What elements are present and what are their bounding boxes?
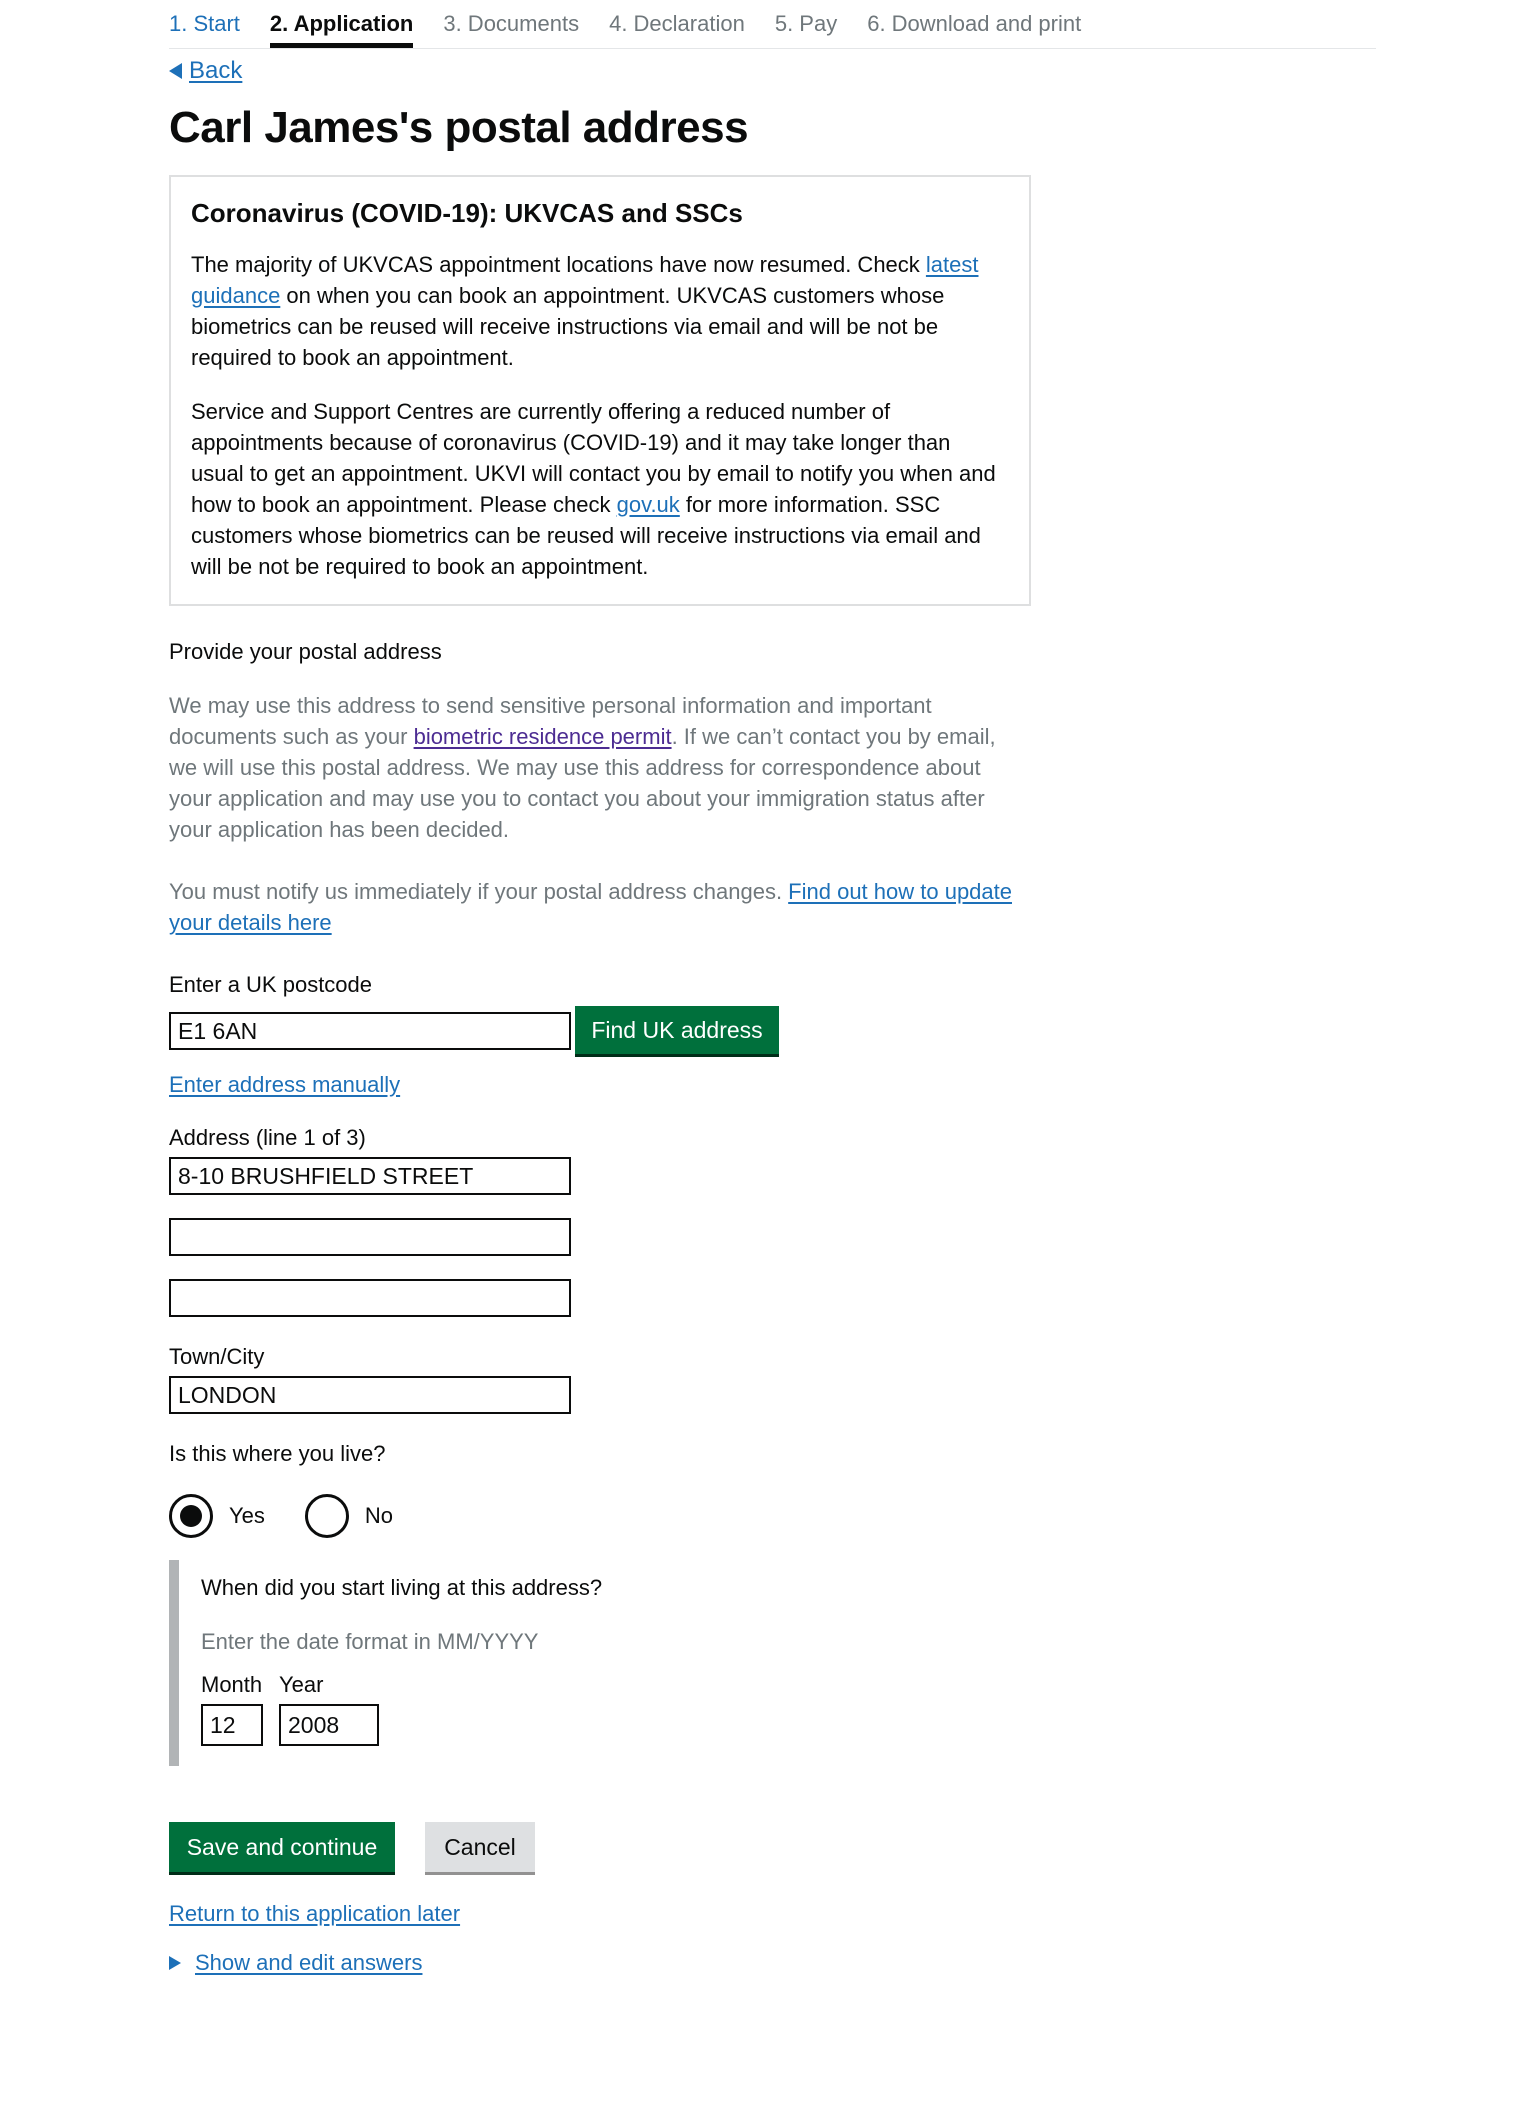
notice-paragraph-2 (191, 396, 1009, 582)
radio-yes[interactable] (169, 1494, 265, 1538)
notice-paragraph-1 (191, 249, 1009, 373)
form-actions (169, 1822, 1376, 1872)
month-label: Month (201, 1672, 263, 1697)
step-application: 2. Application (270, 9, 413, 48)
page-title: Carl James's postal address (169, 103, 749, 152)
expand-triangle-icon (169, 1956, 181, 1970)
step-pay: 5. Pay (774, 11, 838, 36)
biometric-residence-permit-link[interactable]: biometric residence permit (413, 724, 672, 749)
notice-p1-text-end: on when you can book an appointment. UKVCAS customers whose biometrics can be reused will receive instructions via email and will be not be required to book an appointment. (191, 283, 945, 370)
manual-link-row (169, 1072, 1376, 1098)
notify-text-body: You must notify us immediately if your postal address changes. (169, 879, 789, 904)
notice-p2-text-end: for more information. SSC customers whose biometrics can be reused will receive instructions via email and will be not be required to book an appointment. (191, 492, 981, 579)
show-answers-row[interactable] (169, 1950, 1376, 1976)
step-nav (169, 0, 1376, 49)
page-wrapper (169, 0, 1376, 1976)
step-start[interactable]: 1. Start (169, 11, 240, 36)
live-here-question: Is this where you live? (169, 1441, 386, 1466)
year-label: Year (279, 1672, 324, 1697)
step-documents: 3. Documents (443, 11, 580, 36)
town-city-label: Town/City (169, 1344, 265, 1369)
postal-address-heading: Provide your postal address (169, 639, 442, 664)
town-city-input[interactable]: LONDON (169, 1376, 571, 1414)
back-arrow-icon (169, 63, 182, 79)
return-later-row (169, 1901, 1376, 1927)
return-later-link[interactable]: Return to this application later (169, 1901, 461, 1926)
notify-text (169, 876, 1014, 938)
start-date-hint: Enter the date format in MM/YYYY (201, 1629, 539, 1654)
month-group (201, 1669, 263, 1746)
postal-hint-text: We may use this address to send sensitive personal information and important documents such as your (169, 693, 932, 749)
notice-title: Coronavirus (COVID-19): UKVCAS and SSCs (191, 198, 743, 228)
radio-no-circle[interactable] (305, 1494, 349, 1538)
find-uk-address-button[interactable]: Find UK address (575, 1006, 779, 1054)
step-declaration: 4. Declaration (609, 11, 745, 36)
address-line-label: Address (line 1 of 3) (169, 1125, 366, 1150)
date-inputs (201, 1669, 1376, 1746)
back-link-label: Back (189, 57, 243, 84)
start-date-question: When did you start living at this address? (201, 1575, 603, 1600)
radio-no[interactable] (305, 1494, 393, 1538)
address-line-2-input[interactable] (169, 1218, 571, 1256)
postcode-label: Enter a UK postcode (169, 972, 373, 997)
cancel-button[interactable]: Cancel (425, 1822, 535, 1872)
save-and-continue-button[interactable]: Save and continue (169, 1822, 395, 1872)
radio-selected-dot (180, 1505, 202, 1527)
back-link[interactable] (169, 57, 242, 85)
radio-yes-circle[interactable] (169, 1494, 213, 1538)
enter-address-manually-link[interactable]: Enter address manually (169, 1072, 401, 1097)
notice-p2-text: Service and Support Centres are currently offering a reduced number of appointments because of coronavirus (COVID-19) and it may take longer than usual to get an appointment. UKVI will contact you by email to notify you when and how to book an appointment. Please check (191, 399, 996, 517)
postal-hint-text-end: . If we can’t contact you by email, we will use this postal address. We may use this address for correspondence about your application and may use you to contact you about your immigration status after your application has been decided. (169, 724, 996, 842)
postal-address-hint (169, 690, 1014, 845)
month-input[interactable]: 12 (201, 1704, 263, 1746)
step-download-print: 6. Download and print (867, 11, 1082, 36)
radio-no-label: No (364, 1503, 394, 1528)
live-here-radios (169, 1494, 1376, 1538)
address-line-1-input[interactable]: 8-10 BRUSHFIELD STREET (169, 1157, 571, 1195)
postcode-input[interactable]: E1 6AN (169, 1012, 571, 1050)
radio-yes-label: Yes (229, 1503, 265, 1528)
year-input[interactable]: 2008 (279, 1704, 379, 1746)
postcode-row (169, 1008, 1376, 1054)
covid-notice (169, 175, 1031, 606)
gov-uk-link[interactable]: gov.uk (616, 492, 680, 517)
latest-guidance-link[interactable]: latest guidance (191, 252, 979, 308)
address-line-3-input[interactable] (169, 1279, 571, 1317)
show-and-edit-answers-link[interactable]: Show and edit answers (195, 1950, 423, 1975)
start-date-conditional (169, 1560, 1376, 1766)
notice-p1-text: The majority of UKVCAS appointment locations have now resumed. Check (191, 252, 926, 277)
year-group (279, 1669, 379, 1746)
update-details-link[interactable]: Find out how to update your details here (169, 879, 1012, 935)
postal-address-section (169, 636, 1014, 938)
